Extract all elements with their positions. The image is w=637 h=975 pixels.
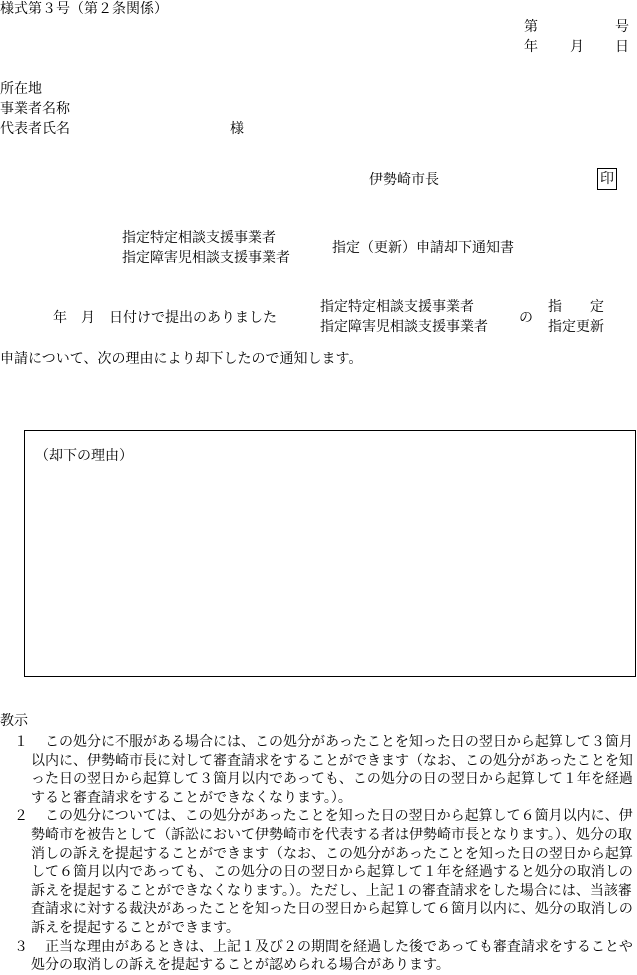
title-business-types [122,231,290,271]
document-title: 指定（更新）申請却下通知書 [332,240,514,256]
kind-designation: 指 定 [548,299,604,315]
notice-item-2 [0,807,637,937]
notice-item-1 [0,733,637,807]
business-name-label: 事業者名称 [0,101,70,117]
notice-item-text: この処分に不服がある場合には、この処分があったことを知った日の翌日から起算して３箇月以内に、伊勢崎市長に対して審査請求をすることができます（なお、この処分があったことを知った日の翌日から起算して３箇月以内であっても、この処分の日の翌日から起算して１年を経過すると審査請求をすることができなくなります。）。 [31,734,633,806]
notice-item-number: ３ [14,938,28,955]
kind-renewal: 指定更新 [548,319,604,335]
seal-box: 印 [597,168,617,190]
body-type-specified: 指定特定相談支援事業者 [320,299,474,315]
notice-list [0,733,637,975]
date-month: 月 [570,39,584,55]
number-prefix: 第 [524,19,538,35]
notice-item-number: ２ [14,808,28,825]
body-type-disability-child: 指定障害児相談支援事業者 [320,319,488,335]
body-business-types [320,300,488,340]
date-day: 日 [615,39,629,55]
notice-item-number: １ [14,734,28,750]
honorific: 様 [230,121,244,137]
address-label: 所在地 [0,81,42,97]
title-type-specified: 指定特定相談支援事業者 [122,230,276,246]
sender-name: 伊勢崎市長 [369,172,439,188]
title-type-disability-child: 指定障害児相談支援事業者 [122,250,290,266]
notice-item-text: 正当な理由があるときは、上記１及び２の期間を経過した後であっても審査請求をすることや処分の取消しの訴えを提起することが認められる場合があります。 [31,938,633,974]
submission-date-phrase: 年 月 日付けで提出のありました [53,310,277,326]
notice-item-text: この処分については、この処分があったことを知った日の翌日から起算して６箇月以内に、伊勢崎市を被告として（訴訟において伊勢崎市を代表する者は伊勢崎市長となります。）、処分の取消しの訴えを提起することができます（なお、この処分があったことを知った日の翌日から起算して６箇月以内であっても、この処分の日の翌日から起算して１年を経過すると処分の取消しの訴えを提起することができなくなります。）。ただし、上記１の審査請求をした場合には、当該審査請求に対する裁決があったことを知った日の翌日から起算して６箇月以内に、処分の取消しの訴えを提起することができます。 [31,808,633,936]
number-suffix: 号 [615,19,629,35]
rejection-reason-label: （却下の理由） [35,448,133,464]
request-sentence: 申請について、次の理由により却下したので通知します。 [0,351,363,367]
date-year: 年 [524,39,538,55]
form-number: 様式第３号（第２条関係） [0,1,168,17]
rejection-reason-box [24,430,636,677]
representative-label: 代表者氏名 [0,121,70,137]
particle-no: の [519,310,533,326]
notice-item-3 [0,938,637,975]
notice-heading: 教示 [0,713,28,729]
application-kind [548,300,604,340]
